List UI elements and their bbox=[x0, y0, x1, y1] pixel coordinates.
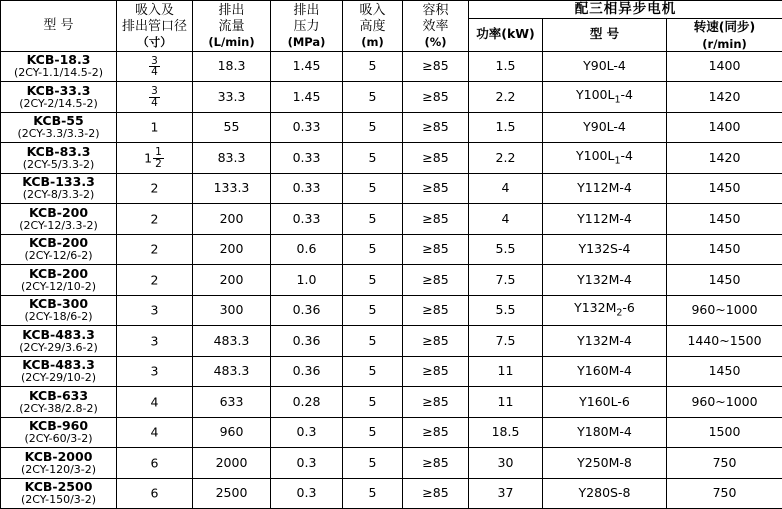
port-value: 6 bbox=[151, 455, 159, 470]
cell-pressure: 0.3 bbox=[271, 478, 343, 509]
cell-suction-height: 5 bbox=[343, 448, 403, 479]
model-alt-code: (2CY-12/6-2) bbox=[1, 250, 116, 262]
header-motor-power bbox=[469, 19, 543, 52]
cell-suction-height: 5 bbox=[343, 326, 403, 357]
port-value bbox=[144, 150, 165, 165]
cell-motor-speed: 1400 bbox=[667, 112, 782, 143]
model-alt-code: (2CY-38/2.8-2) bbox=[1, 403, 116, 415]
model-alt-code: (2CY-12/10-2) bbox=[1, 281, 116, 293]
table-row bbox=[1, 265, 782, 296]
motor-model-base: Y280S-8 bbox=[579, 485, 631, 500]
cell-suction-height: 5 bbox=[343, 143, 403, 174]
cell-motor-model bbox=[543, 417, 667, 448]
model-name: KCB-18.3 bbox=[1, 53, 116, 67]
cell-volumetric-efficiency: ≥85 bbox=[403, 173, 469, 204]
cell-motor-power: 2.2 bbox=[469, 143, 543, 174]
motor-model-base: Y160M-4 bbox=[577, 363, 632, 378]
motor-model-base: Y100L bbox=[576, 87, 614, 102]
cell-motor-power: 2.2 bbox=[469, 82, 543, 113]
table-row bbox=[1, 234, 782, 265]
cell-suction-height: 5 bbox=[343, 82, 403, 113]
cell-flow: 483.3 bbox=[193, 356, 271, 387]
cell-port-diameter bbox=[117, 265, 193, 296]
header-pressure-unit: (MPa) bbox=[271, 35, 342, 49]
cell-motor-speed: 750 bbox=[667, 448, 782, 479]
table-body bbox=[1, 51, 782, 509]
model-name: KCB-200 bbox=[1, 206, 116, 220]
table-row bbox=[1, 143, 782, 174]
header-port-diameter bbox=[117, 1, 193, 52]
cell-volumetric-efficiency: ≥85 bbox=[403, 356, 469, 387]
cell-motor-speed: 960~1000 bbox=[667, 295, 782, 326]
header-port-line3: （寸） bbox=[117, 35, 192, 49]
cell-volumetric-efficiency: ≥85 bbox=[403, 51, 469, 82]
cell-flow: 33.3 bbox=[193, 82, 271, 113]
model-alt-code: (2CY-60/3-2) bbox=[1, 433, 116, 445]
model-alt-code: (2CY-29/3.6-2) bbox=[1, 342, 116, 354]
header-motor-group bbox=[469, 1, 782, 19]
header-suction-unit: (m) bbox=[343, 35, 402, 49]
header-volumetric-efficiency bbox=[403, 1, 469, 52]
cell-suction-height: 5 bbox=[343, 204, 403, 235]
model-name: KCB-483.3 bbox=[1, 328, 116, 342]
port-fraction bbox=[149, 86, 160, 108]
table-row bbox=[1, 417, 782, 448]
cell-motor-speed: 1440~1500 bbox=[667, 326, 782, 357]
motor-model-base: Y160L-6 bbox=[579, 394, 630, 409]
cell-motor-speed: 750 bbox=[667, 478, 782, 509]
cell-motor-power: 1.5 bbox=[469, 112, 543, 143]
cell-suction-height: 5 bbox=[343, 173, 403, 204]
cell-volumetric-efficiency: ≥85 bbox=[403, 387, 469, 418]
fraction-numerator: 3 bbox=[149, 86, 160, 98]
port-value: 3 bbox=[151, 364, 159, 379]
port-fraction bbox=[149, 56, 160, 78]
motor-model-base: Y112M-4 bbox=[577, 180, 632, 195]
model-name: KCB-2500 bbox=[1, 480, 116, 494]
port-value: 6 bbox=[151, 486, 159, 501]
cell-motor-speed: 1450 bbox=[667, 173, 782, 204]
header-flow-line2: 流量 bbox=[218, 19, 244, 34]
cell-motor-model bbox=[543, 82, 667, 113]
cell-model bbox=[1, 478, 117, 509]
cell-motor-speed: 1420 bbox=[667, 82, 782, 113]
port-value: 2 bbox=[151, 211, 159, 226]
cell-model bbox=[1, 51, 117, 82]
header-eff-line1: 容积 bbox=[422, 3, 448, 18]
cell-port-diameter bbox=[117, 173, 193, 204]
header-motor-model bbox=[543, 19, 667, 52]
cell-pressure: 0.33 bbox=[271, 204, 343, 235]
cell-flow: 83.3 bbox=[193, 143, 271, 174]
cell-model bbox=[1, 356, 117, 387]
header-pressure-line1: 排出 bbox=[293, 3, 319, 18]
cell-motor-speed: 1450 bbox=[667, 265, 782, 296]
fraction-numerator: 1 bbox=[153, 147, 164, 159]
cell-motor-model bbox=[543, 387, 667, 418]
cell-port-diameter bbox=[117, 417, 193, 448]
cell-motor-model bbox=[543, 265, 667, 296]
cell-volumetric-efficiency: ≥85 bbox=[403, 295, 469, 326]
cell-port-diameter bbox=[117, 234, 193, 265]
cell-volumetric-efficiency: ≥85 bbox=[403, 417, 469, 448]
header-model-label: 型 号 bbox=[43, 18, 73, 33]
cell-motor-power: 5.5 bbox=[469, 295, 543, 326]
cell-port-diameter bbox=[117, 143, 193, 174]
cell-flow: 300 bbox=[193, 295, 271, 326]
model-alt-code: (2CY-18/6-2) bbox=[1, 311, 116, 323]
motor-model-subscript: 2 bbox=[616, 308, 622, 319]
header-row-1 bbox=[1, 1, 782, 19]
cell-motor-speed: 1400 bbox=[667, 51, 782, 82]
cell-model bbox=[1, 448, 117, 479]
cell-motor-power: 37 bbox=[469, 478, 543, 509]
model-alt-code: (2CY-5/3.3-2) bbox=[1, 159, 116, 171]
cell-volumetric-efficiency: ≥85 bbox=[403, 82, 469, 113]
cell-pressure: 1.45 bbox=[271, 82, 343, 113]
cell-flow: 18.3 bbox=[193, 51, 271, 82]
cell-model bbox=[1, 326, 117, 357]
header-model bbox=[1, 1, 117, 52]
cell-pressure: 0.36 bbox=[271, 295, 343, 326]
fraction-denominator: 2 bbox=[153, 159, 164, 170]
cell-flow: 200 bbox=[193, 265, 271, 296]
cell-pressure: 0.33 bbox=[271, 112, 343, 143]
table-row bbox=[1, 112, 782, 143]
cell-pressure: 0.36 bbox=[271, 356, 343, 387]
model-name: KCB-133.3 bbox=[1, 175, 116, 189]
cell-pressure: 0.3 bbox=[271, 448, 343, 479]
cell-motor-power: 30 bbox=[469, 448, 543, 479]
header-motor-group-label: 配三相异步电机 bbox=[575, 1, 677, 17]
cell-volumetric-efficiency: ≥85 bbox=[403, 448, 469, 479]
header-pressure bbox=[271, 1, 343, 52]
motor-model-suffix: -4 bbox=[621, 87, 633, 102]
cell-port-diameter bbox=[117, 326, 193, 357]
cell-port-diameter bbox=[117, 51, 193, 82]
table-row bbox=[1, 173, 782, 204]
cell-volumetric-efficiency: ≥85 bbox=[403, 265, 469, 296]
motor-model-base: Y132M-4 bbox=[577, 333, 632, 348]
cell-suction-height: 5 bbox=[343, 356, 403, 387]
cell-pressure: 1.45 bbox=[271, 51, 343, 82]
cell-model bbox=[1, 234, 117, 265]
cell-suction-height: 5 bbox=[343, 51, 403, 82]
cell-model bbox=[1, 265, 117, 296]
table-row bbox=[1, 204, 782, 235]
header-eff-line2: 效率 bbox=[422, 19, 448, 34]
port-value: 4 bbox=[151, 425, 159, 440]
header-pressure-line2: 压力 bbox=[293, 19, 319, 34]
motor-model-base: Y100L bbox=[576, 148, 614, 163]
cell-model bbox=[1, 82, 117, 113]
cell-pressure: 1.0 bbox=[271, 265, 343, 296]
model-alt-code: (2CY-150/3-2) bbox=[1, 494, 116, 506]
cell-motor-model bbox=[543, 448, 667, 479]
cell-motor-model bbox=[543, 112, 667, 143]
header-suction-line2: 高度 bbox=[359, 19, 385, 34]
port-value: 2 bbox=[151, 272, 159, 287]
model-alt-code: (2CY-2/14.5-2) bbox=[1, 98, 116, 110]
cell-flow: 200 bbox=[193, 234, 271, 265]
header-motor-power-label: 功率(kW) bbox=[476, 26, 535, 41]
fraction-numerator: 3 bbox=[149, 56, 160, 68]
cell-motor-model bbox=[543, 478, 667, 509]
cell-flow: 633 bbox=[193, 387, 271, 418]
table-row bbox=[1, 326, 782, 357]
model-name: KCB-300 bbox=[1, 297, 116, 311]
cell-suction-height: 5 bbox=[343, 295, 403, 326]
fraction-denominator: 4 bbox=[149, 67, 160, 78]
motor-model-base: Y250M-8 bbox=[577, 455, 632, 470]
cell-flow: 55 bbox=[193, 112, 271, 143]
cell-port-diameter bbox=[117, 356, 193, 387]
cell-pressure: 0.36 bbox=[271, 326, 343, 357]
port-value: 4 bbox=[151, 394, 159, 409]
port-value: 2 bbox=[151, 242, 159, 257]
motor-model-base: Y112M-4 bbox=[577, 211, 632, 226]
cell-motor-power: 1.5 bbox=[469, 51, 543, 82]
cell-motor-model bbox=[543, 295, 667, 326]
port-whole-part: 1 bbox=[144, 150, 152, 165]
table-row bbox=[1, 478, 782, 509]
header-suction-height bbox=[343, 1, 403, 52]
cell-port-diameter bbox=[117, 112, 193, 143]
cell-model bbox=[1, 112, 117, 143]
cell-suction-height: 5 bbox=[343, 417, 403, 448]
header-flow-line1: 排出 bbox=[218, 3, 244, 18]
cell-port-diameter bbox=[117, 448, 193, 479]
port-value bbox=[148, 58, 161, 73]
cell-motor-model bbox=[543, 204, 667, 235]
cell-model bbox=[1, 173, 117, 204]
cell-model bbox=[1, 143, 117, 174]
cell-flow: 2000 bbox=[193, 448, 271, 479]
cell-suction-height: 5 bbox=[343, 112, 403, 143]
cell-volumetric-efficiency: ≥85 bbox=[403, 326, 469, 357]
motor-model-base: Y180M-4 bbox=[577, 424, 632, 439]
cell-motor-speed: 1500 bbox=[667, 417, 782, 448]
model-name: KCB-200 bbox=[1, 267, 116, 281]
cell-motor-speed: 960~1000 bbox=[667, 387, 782, 418]
model-alt-code: (2CY-12/3.3-2) bbox=[1, 220, 116, 232]
port-value: 1 bbox=[151, 120, 159, 135]
cell-motor-power: 4 bbox=[469, 173, 543, 204]
cell-flow: 2500 bbox=[193, 478, 271, 509]
motor-model-subscript: 1 bbox=[614, 94, 620, 105]
cell-motor-speed: 1420 bbox=[667, 143, 782, 174]
cell-port-diameter bbox=[117, 295, 193, 326]
cell-motor-power: 5.5 bbox=[469, 234, 543, 265]
model-name: KCB-960 bbox=[1, 419, 116, 433]
cell-motor-power: 18.5 bbox=[469, 417, 543, 448]
cell-motor-model bbox=[543, 173, 667, 204]
cell-model bbox=[1, 295, 117, 326]
cell-volumetric-efficiency: ≥85 bbox=[403, 478, 469, 509]
header-motor-speed-unit: (r/min) bbox=[667, 37, 782, 51]
cell-motor-model bbox=[543, 51, 667, 82]
cell-motor-power: 4 bbox=[469, 204, 543, 235]
model-name: KCB-633 bbox=[1, 389, 116, 403]
model-alt-code: (2CY-120/3-2) bbox=[1, 464, 116, 476]
cell-flow: 960 bbox=[193, 417, 271, 448]
cell-suction-height: 5 bbox=[343, 387, 403, 418]
model-alt-code: (2CY-29/10-2) bbox=[1, 372, 116, 384]
cell-pressure: 0.33 bbox=[271, 173, 343, 204]
header-flow bbox=[193, 1, 271, 52]
model-alt-code: (2CY-8/3.3-2) bbox=[1, 189, 116, 201]
header-motor-speed-line1: 转速(同步) bbox=[694, 19, 755, 34]
port-value: 3 bbox=[151, 303, 159, 318]
cell-volumetric-efficiency: ≥85 bbox=[403, 234, 469, 265]
cell-motor-speed: 1450 bbox=[667, 204, 782, 235]
table-row bbox=[1, 295, 782, 326]
cell-flow: 200 bbox=[193, 204, 271, 235]
model-name: KCB-83.3 bbox=[1, 145, 116, 159]
cell-volumetric-efficiency: ≥85 bbox=[403, 143, 469, 174]
cell-motor-power: 11 bbox=[469, 387, 543, 418]
cell-motor-speed: 1450 bbox=[667, 234, 782, 265]
header-eff-unit: (%) bbox=[403, 35, 468, 49]
cell-volumetric-efficiency: ≥85 bbox=[403, 112, 469, 143]
model-name: KCB-483.3 bbox=[1, 358, 116, 372]
header-flow-unit: (L/min) bbox=[193, 35, 270, 49]
model-name: KCB-55 bbox=[1, 114, 116, 128]
model-alt-code: (2CY-3.3/3.3-2) bbox=[1, 128, 116, 140]
cell-suction-height: 5 bbox=[343, 265, 403, 296]
cell-motor-speed: 1450 bbox=[667, 356, 782, 387]
cell-pressure: 0.28 bbox=[271, 387, 343, 418]
cell-pressure: 0.6 bbox=[271, 234, 343, 265]
cell-port-diameter bbox=[117, 82, 193, 113]
motor-model-suffix: -6 bbox=[622, 300, 634, 315]
cell-volumetric-efficiency: ≥85 bbox=[403, 204, 469, 235]
cell-pressure: 0.33 bbox=[271, 143, 343, 174]
motor-model-base: Y132M bbox=[574, 300, 616, 315]
cell-port-diameter bbox=[117, 204, 193, 235]
table-header bbox=[1, 1, 782, 52]
table-row bbox=[1, 356, 782, 387]
model-name: KCB-2000 bbox=[1, 450, 116, 464]
cell-model bbox=[1, 417, 117, 448]
motor-model-base: Y90L-4 bbox=[583, 58, 626, 73]
cell-port-diameter bbox=[117, 478, 193, 509]
cell-port-diameter bbox=[117, 387, 193, 418]
motor-model-subscript: 1 bbox=[614, 155, 620, 166]
motor-model-base: Y132S-4 bbox=[579, 241, 631, 256]
model-name: KCB-200 bbox=[1, 236, 116, 250]
model-alt-code: (2CY-1.1/14.5-2) bbox=[1, 67, 116, 79]
port-value: 2 bbox=[151, 181, 159, 196]
cell-pressure: 0.3 bbox=[271, 417, 343, 448]
header-motor-model-label: 型 号 bbox=[590, 26, 619, 41]
model-name: KCB-33.3 bbox=[1, 84, 116, 98]
cell-flow: 133.3 bbox=[193, 173, 271, 204]
cell-model bbox=[1, 387, 117, 418]
motor-model-suffix: -4 bbox=[621, 148, 633, 163]
header-port-line1: 吸入及 bbox=[135, 3, 174, 18]
table-row bbox=[1, 448, 782, 479]
port-value: 3 bbox=[151, 333, 159, 348]
motor-model-base: Y132M-4 bbox=[577, 272, 632, 287]
motor-model-base: Y90L-4 bbox=[583, 119, 626, 134]
table-row bbox=[1, 82, 782, 113]
fraction-denominator: 4 bbox=[149, 98, 160, 109]
cell-motor-power: 11 bbox=[469, 356, 543, 387]
cell-flow: 483.3 bbox=[193, 326, 271, 357]
port-value bbox=[148, 89, 161, 104]
table-row bbox=[1, 51, 782, 82]
cell-model bbox=[1, 204, 117, 235]
header-port-line2: 排出管口径 bbox=[122, 19, 187, 34]
cell-motor-power: 7.5 bbox=[469, 265, 543, 296]
cell-motor-power: 7.5 bbox=[469, 326, 543, 357]
cell-motor-model bbox=[543, 326, 667, 357]
header-suction-line1: 吸入 bbox=[359, 3, 385, 18]
header-motor-speed bbox=[667, 19, 782, 52]
cell-motor-model bbox=[543, 356, 667, 387]
port-fraction bbox=[153, 147, 164, 169]
cell-suction-height: 5 bbox=[343, 234, 403, 265]
table-row bbox=[1, 387, 782, 418]
cell-motor-model bbox=[543, 234, 667, 265]
cell-suction-height: 5 bbox=[343, 478, 403, 509]
cell-motor-model bbox=[543, 143, 667, 174]
